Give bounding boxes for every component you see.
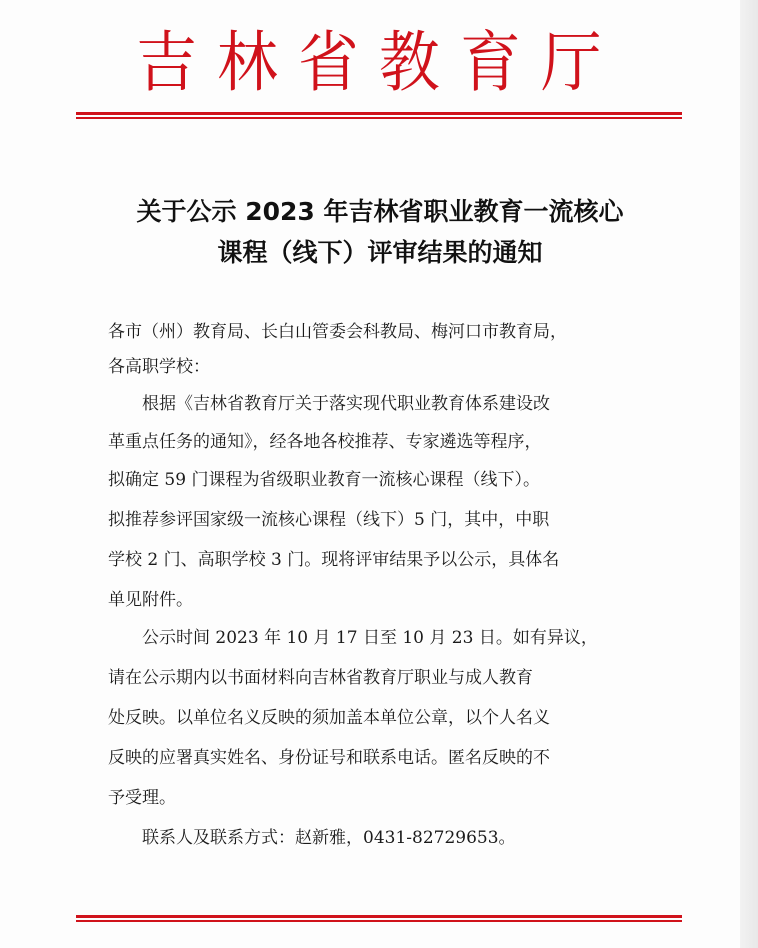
body-line: 革重点任务的通知》，经各地各校推荐、专家遴选等程序， [108, 432, 542, 452]
body-line: 公示时间 2023 年 10 月 17 日至 10 月 23 日。如有异议， [108, 628, 598, 648]
body-line: 联系人及联系方式：赵新雅，0431-82729653。 [108, 828, 516, 848]
red-rule-thick [76, 915, 682, 918]
body-line: 请在公示期内以书面材料向吉林省教育厅职业与成人教育 [108, 668, 533, 688]
body-line: 拟确定 59 门课程为省级职业教育一流核心课程（线下）。 [108, 470, 540, 490]
body-line: 予受理。 [108, 788, 176, 808]
body-line: 单见附件。 [108, 590, 193, 610]
red-rule-thin [76, 117, 682, 119]
body-line: 反映的应署真实姓名、身份证号和联系电话。匿名反映的不 [108, 748, 550, 768]
red-rule-thick [76, 112, 682, 115]
document-title-line-2: 课程（线下）评审结果的通知 [217, 238, 543, 267]
body-line: 学校 2 门、高职学校 3 门。现将评审结果予以公示，具体名 [108, 550, 560, 570]
masthead-organization: 吉林省教育厅 [136, 24, 622, 101]
body-line: 根据《吉林省教育厅关于落实现代职业教育体系建设改 [108, 394, 550, 414]
footer-red-rule [76, 915, 682, 922]
red-rule-thin [76, 920, 682, 922]
page-edge-shadow [740, 0, 758, 948]
body-line: 处反映。以单位名义反映的须加盖本单位公章，以个人名义 [108, 708, 550, 728]
document-title-line-1: 关于公示 2023 年吉林省职业教育一流核心 [136, 197, 624, 226]
body-line: 各高职学校： [108, 357, 210, 377]
body-line: 拟推荐参评国家级一流核心课程（线下）5 门，其中，中职 [108, 510, 550, 530]
body-line: 各市（州）教育局、长白山管委会科教局、梅河口市教育局， [108, 322, 567, 342]
masthead-red-rule [76, 112, 682, 119]
